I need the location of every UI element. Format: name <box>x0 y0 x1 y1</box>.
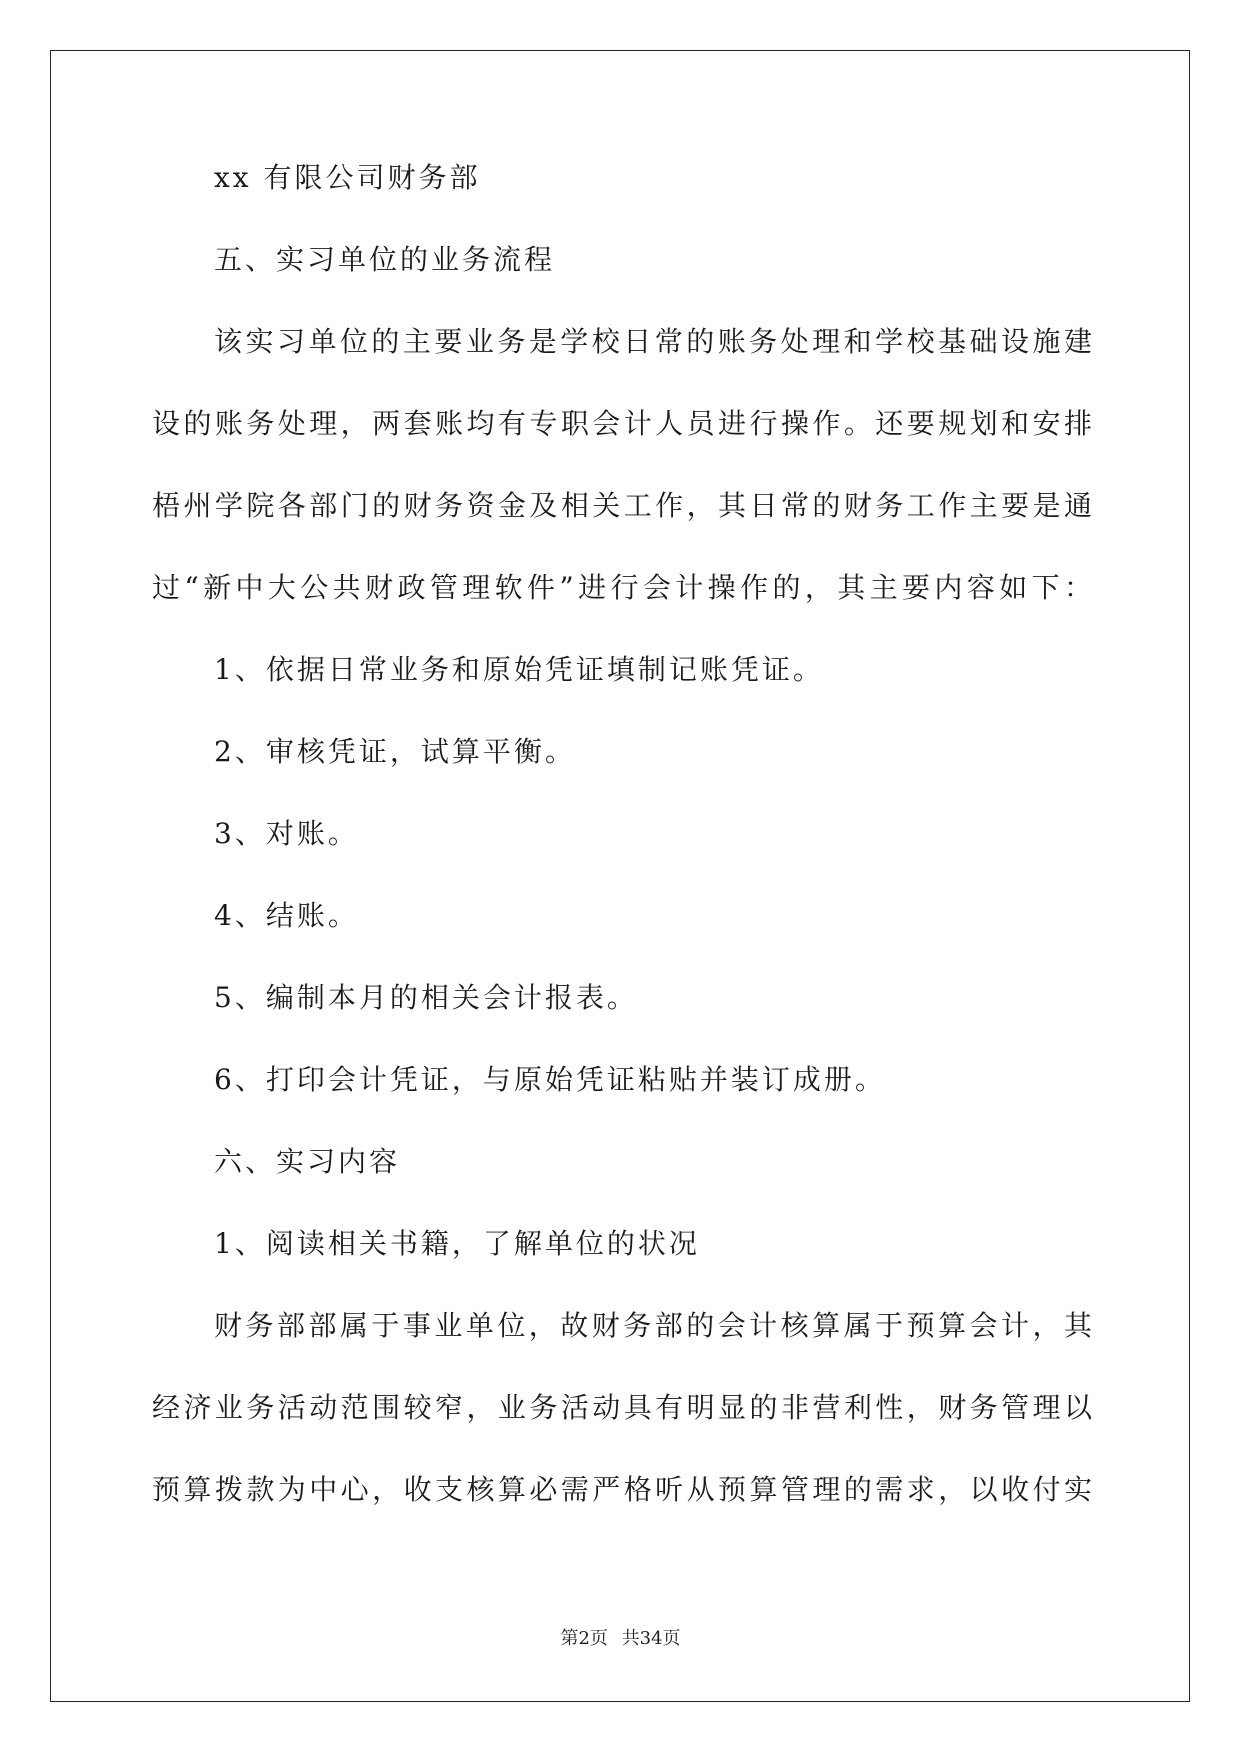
page-footer <box>0 1624 1241 1650</box>
text-line: 预算拨款为中心，收支核算必需严格听从预算管理的需求，以收付实 <box>152 1473 1092 1506</box>
text-line: 五、实习单位的业务流程 <box>214 243 556 276</box>
document-body <box>152 158 1092 1552</box>
text-line: 设的账务处理，两套账均有专职会计人员进行操作。还要规划和安排 <box>152 407 1092 440</box>
text-line: 经济业务活动范围较窄，业务活动具有明显的非营利性，财务管理以 <box>152 1391 1092 1424</box>
text-line: 6、打印会计凭证，与原始凭证粘贴并装订成册。 <box>214 1063 886 1096</box>
text-line: 该实习单位的主要业务是学校日常的账务处理和学校基础设施建 <box>214 325 1092 358</box>
text-line: xx 有限公司财务部 <box>214 161 481 194</box>
text-line: 5、编制本月的相关会计报表。 <box>214 981 638 1014</box>
text-line: 财务部部属于事业单位，故财务部的会计核算属于预算会计，其 <box>214 1309 1092 1342</box>
text-line: 六、实习内容 <box>214 1145 401 1178</box>
page-total: 共34页 <box>621 1628 681 1649</box>
text-line: 2、审核凭证，试算平衡。 <box>214 735 576 768</box>
text-line: 4、结账。 <box>214 899 359 932</box>
text-line: 梧州学院各部门的财务资金及相关工作，其日常的财务工作主要是通 <box>152 489 1092 522</box>
text-line: 3、对账。 <box>214 817 359 850</box>
text-line: 过“新中大公共财政管理软件”进行会计操作的，其主要内容如下： <box>152 571 1092 604</box>
text-line: 1、依据日常业务和原始凭证填制记账凭证。 <box>214 653 824 686</box>
page-number: 第2页 <box>560 1628 608 1649</box>
text-line: 1、阅读相关书籍，了解单位的状况 <box>214 1227 700 1260</box>
